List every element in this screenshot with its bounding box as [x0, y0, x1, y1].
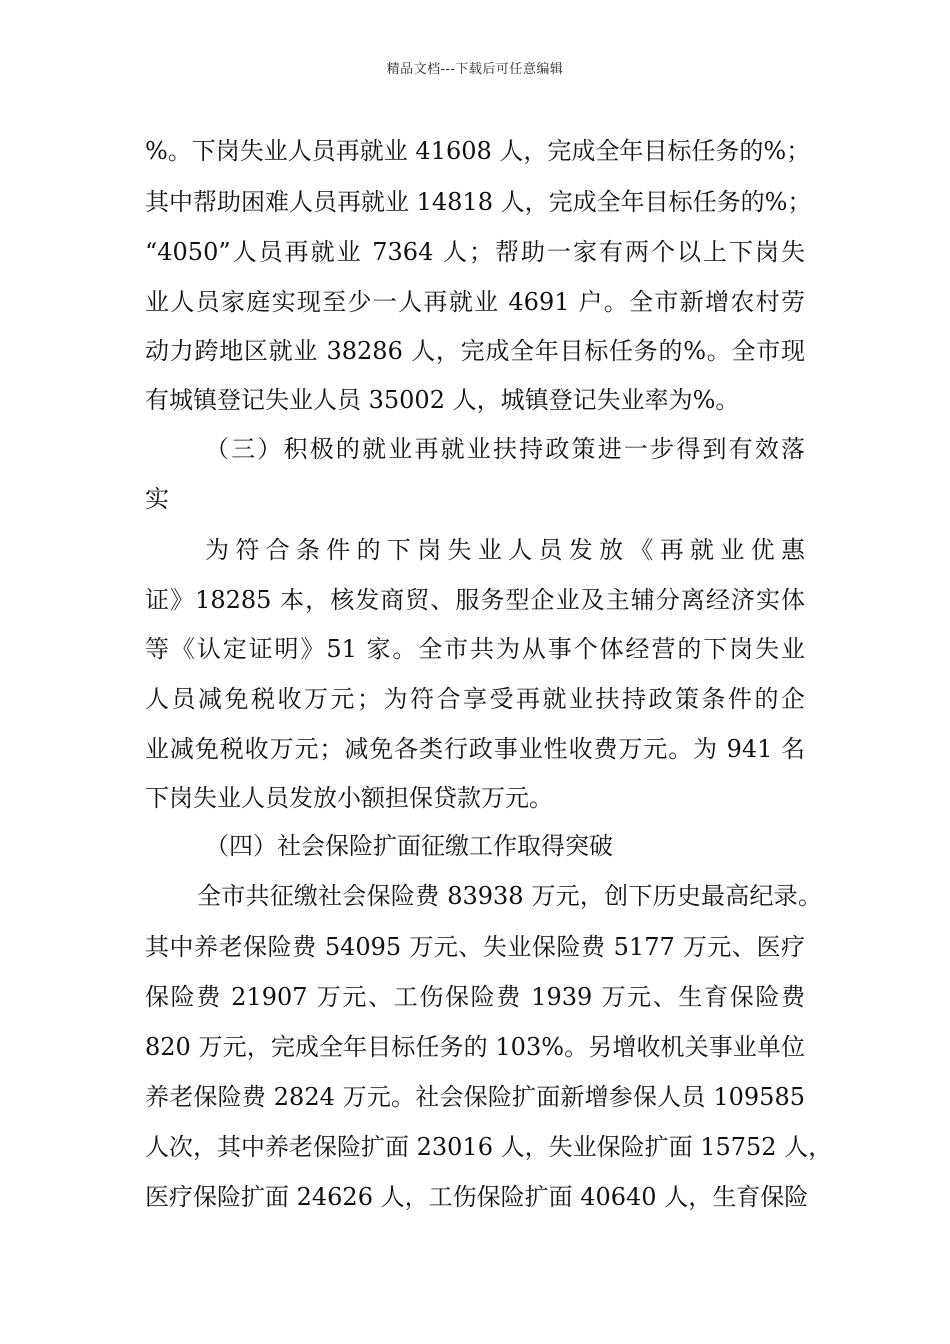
paragraph-line: 下岗失业人员发放小额担保贷款万元。	[145, 784, 553, 812]
paragraph-line: 人次，其中养老保险扩面 23016 人，失业保险扩面 15752 人，	[145, 1133, 833, 1161]
paragraph-line: 医疗保险扩面 24626 人，工伤保险扩面 40640 人，生育保险	[145, 1183, 809, 1211]
paragraph-line: 保险费 21907 万元、工伤保险费 1939 万元、生育保险费	[145, 983, 805, 1011]
paragraph-line: 证》18285 本，核发商贸、服务型企业及主辅分离经济实体	[145, 586, 805, 614]
paragraph-line: 其中帮助困难人员再就业 14818 人，完成全年目标任务的%；	[145, 188, 812, 216]
paragraph-line: 养老保险费 2824 万元。社会保险扩面新增参保人员 109585	[145, 1083, 805, 1111]
paragraph-line: 820 万元，完成全年目标任务的 103%。另增收机关事业单位	[145, 1033, 805, 1061]
paragraph-line: 等《认定证明》51 家。全市共为从事个体经营的下岗失业	[145, 635, 805, 663]
page-header: 精品文档---下载后可任意编辑	[386, 62, 564, 77]
paragraph-line: %。下岗失业人员再就业 41608 人，完成全年目标任务的%；	[145, 137, 811, 165]
section-heading-4: （四）社会保险扩面征缴工作取得突破	[205, 832, 613, 860]
section-heading-3: （三）积极的就业再就业扶持政策进一步得到有效落	[205, 435, 805, 463]
section-heading-3-cont: 实	[145, 485, 169, 513]
paragraph-line: 全市共征缴社会保险费 83938 万元，创下历史最高纪录。	[197, 882, 822, 910]
paragraph-line: 有城镇登记失业人员 35002 人，城镇登记失业率为%。	[145, 386, 740, 414]
paragraph-line: 其中养老保险费 54095 万元、失业保险费 5177 万元、医疗	[145, 933, 805, 961]
paragraph-line: 业减免税收万元；减免各类行政事业性收费万元。为 941 名	[145, 735, 805, 763]
paragraph-line: 业人员家庭实现至少一人再就业 4691 户。全市新增农村劳	[145, 288, 805, 316]
paragraph-line: 人员减免税收万元；为符合享受再就业扶持政策条件的企	[145, 685, 805, 713]
paragraph-line: “4050”人员再就业 7364 人；帮助一家有两个以上下岗失	[145, 238, 805, 266]
paragraph-line: 动力跨地区就业 38286 人，完成全年目标任务的%。全市现	[145, 337, 805, 365]
paragraph-line: 为符合条件的下岗失业人员发放《再就业优惠	[205, 536, 805, 564]
